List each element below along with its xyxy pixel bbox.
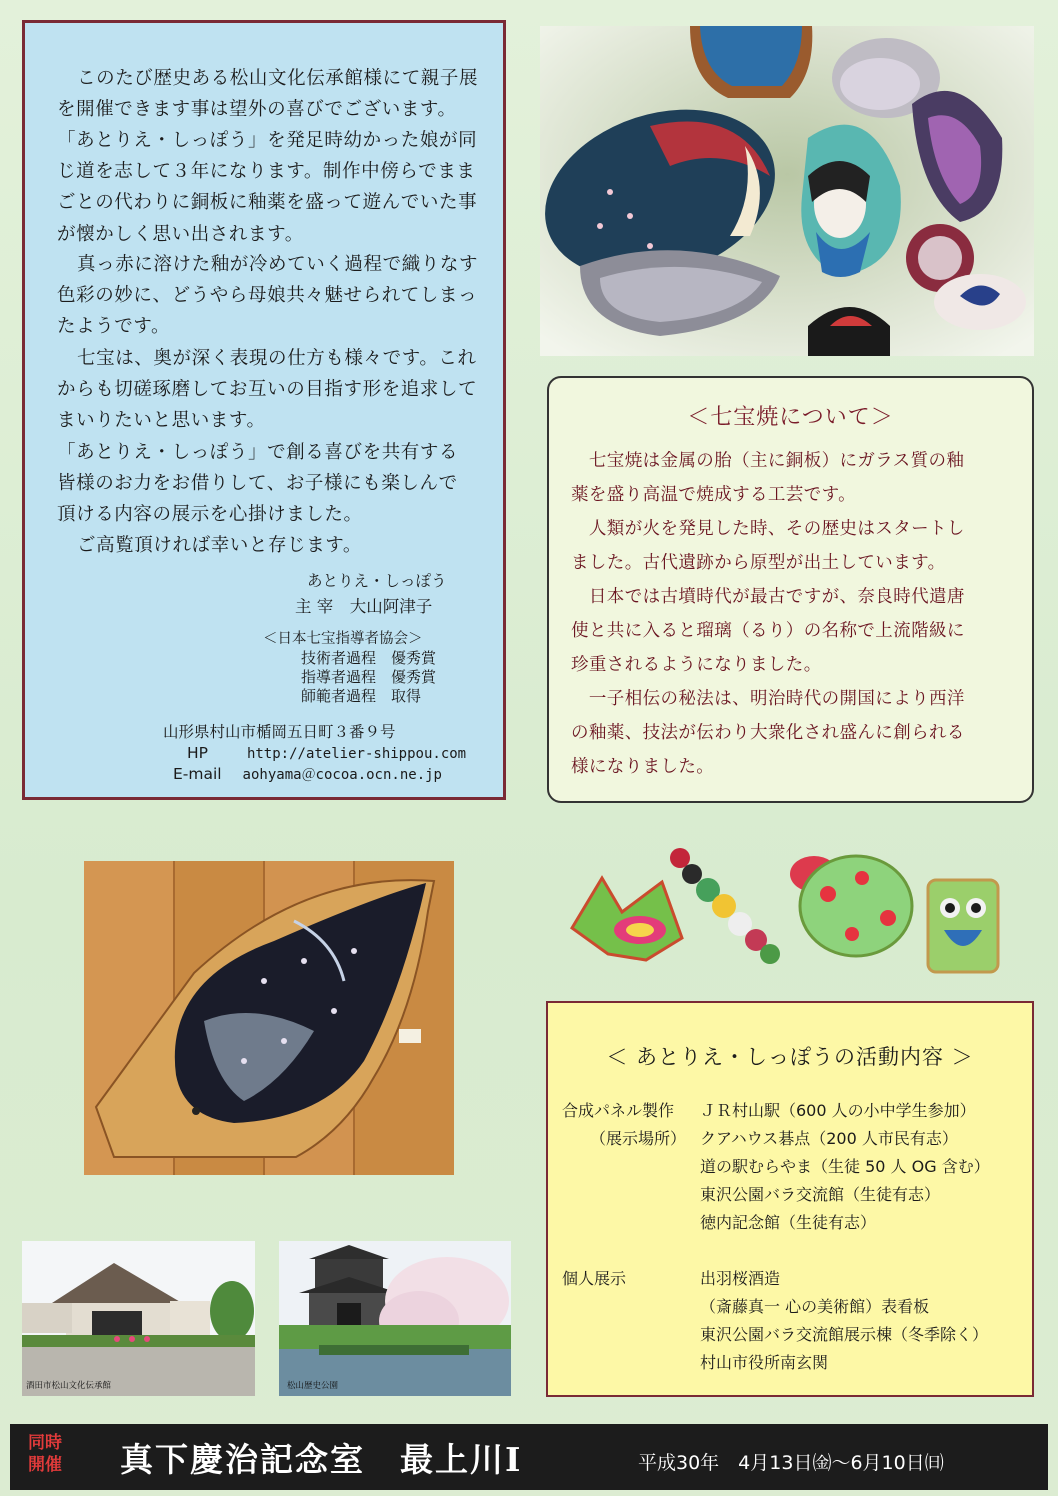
culture-hall-caption: 酒田市松山文化伝承館 [26, 1381, 112, 1391]
about-line: 使と共に入ると瑠璃（るり）の名称で上流階級に [571, 621, 965, 641]
concurrent-exhibition-banner [10, 1424, 1048, 1490]
email-address: aohyama＠cocoa.ocn.ne.jp [242, 767, 442, 783]
about-body [571, 444, 1021, 784]
personal-list [700, 1265, 988, 1377]
panel-item: 東沢公園バラ交流館（生徒有志） [700, 1185, 941, 1204]
personal-item: 出羽桜酒造 [700, 1269, 781, 1288]
qualification-item: 技術者過程 優秀賞 [301, 649, 437, 667]
about-line: 人類が火を発見した時、その歴史はスタートし [571, 519, 965, 539]
panel-sublabel: （展示場所） [590, 1129, 687, 1148]
concurrent-tag [28, 1432, 62, 1476]
personal-item: 東沢公園バラ交流館展示棟（冬季除く） [700, 1325, 989, 1344]
concurrent-tag-line: 開催 [28, 1455, 62, 1475]
panel-item: ＪＲ村山駅（600 人の小中学生参加） [700, 1101, 976, 1120]
about-line: 七宝焼は金属の胎（主に銅板）にガラス質の釉 [571, 451, 965, 471]
qualification-item: 指導者過程 優秀賞 [301, 668, 437, 686]
association-name: ＜日本七宝指導者協会＞ [263, 631, 423, 647]
culture-hall-illustration [22, 1241, 255, 1396]
panel-list [700, 1097, 990, 1237]
greeting-line: ご高覧頂ければ幸いと存じます。 [77, 535, 363, 556]
greeting-line: 色彩の妙に、どうやら母娘共々魅せられてしまっ [57, 285, 478, 307]
exhibition-title: 真下慶治記念室 最上川Ⅰ [120, 1440, 523, 1479]
park-photo [279, 1241, 511, 1396]
exhibition-dates: 平成30年 4月13日㈮～6月10日㈰ [638, 1452, 944, 1474]
greeting-line: からも切磋琢磨してお互いの目指す形を追求して [57, 379, 478, 401]
greeting-line: たようです。 [57, 316, 171, 338]
accessories-illustration [552, 838, 1034, 988]
panel-item: クアハウス碁点（200 人市民有志） [700, 1129, 958, 1148]
studio-name: あとりえ・しっぽう [307, 572, 447, 590]
enamel-works-photo [540, 26, 1034, 356]
about-shippoyaki-box [547, 376, 1034, 803]
greeting-letter-box [22, 20, 506, 800]
about-line: 一子相伝の秘法は、明治時代の開国により西洋 [571, 689, 965, 709]
email-label: E-mail [173, 765, 222, 783]
personal-item: （斎藤真一 心の美術館）表看板 [700, 1297, 930, 1316]
activities-box [546, 1001, 1034, 1397]
signature [295, 597, 432, 617]
email [173, 764, 442, 785]
greeting-line: 頂ける内容の展示を心掛けました。 [57, 504, 363, 526]
greeting-line: 皆様のお力をお借りして、お子様にも楽しんで [57, 473, 458, 495]
signature-name: 大山阿津子 [349, 597, 433, 616]
greeting-line: を開催できます事は望外の喜びでございます。 [57, 99, 457, 121]
greeting-line: じ道を志して３年になります。制作中傍らでまま [57, 161, 476, 183]
enamel-works-illustration [540, 26, 1034, 356]
about-line: の釉薬、技法が伝わり大衆化され盛んに創られる [571, 723, 965, 743]
about-line: 珍重されるようになりました。 [571, 655, 822, 675]
leaf-panel-photo [84, 861, 454, 1175]
panel-item: 徳内記念館（生徒有志） [700, 1213, 877, 1232]
homepage-label: HP [187, 744, 209, 762]
concurrent-tag-line: 同時 [28, 1433, 62, 1453]
greeting-line: まいりたいと思います。 [57, 410, 266, 432]
personal-item: 村山市役所南玄関 [700, 1353, 829, 1372]
culture-hall-photo [22, 1241, 255, 1396]
greeting-line: ごとの代わりに銅板に釉薬を盛って遊んでいた事 [57, 192, 478, 214]
personal-label: 個人展示 [562, 1269, 627, 1288]
park-illustration [279, 1241, 511, 1396]
leaf-panel-illustration [84, 861, 454, 1175]
about-line: ました。古代遺跡から原型が出土しています。 [571, 553, 946, 573]
panel-label: 合成パネル製作 [562, 1101, 675, 1120]
greeting-line: 真っ赤に溶けた釉が冷めていく過程で織りなす [77, 254, 479, 275]
signature-role: 主 宰 [295, 597, 334, 616]
greeting-line: 七宝は、奥が深く表現の仕方も様々です。これ [77, 348, 477, 369]
greeting-line: が懐かしく思い出されます。 [57, 223, 304, 245]
qualification-list [301, 649, 436, 706]
about-line: 日本では古墳時代が最古ですが、奈良時代遣唐 [571, 587, 965, 607]
about-title: ＜七宝焼について＞ [687, 405, 894, 430]
qualification-item: 師範者過程 取得 [301, 687, 422, 705]
accessories-photo [552, 838, 1034, 988]
about-line: 様になりました。 [571, 757, 715, 777]
activities-title: ＜ あとりえ・しっぽうの活動内容 ＞ [606, 1045, 974, 1069]
panel-item: 道の駅むらやま（生徒 50 人 OG 含む） [700, 1157, 990, 1176]
homepage-url: http://atelier-shippou.com [246, 746, 467, 762]
about-line: 薬を盛り高温で焼成する工芸です。 [571, 485, 856, 505]
greeting-line: このたび歴史ある松山文化伝承館様にて親子展 [77, 68, 479, 89]
homepage [187, 743, 466, 764]
greeting-line: 「あとりえ・しっぽう」を発足時幼かった娘が同 [57, 130, 478, 151]
park-caption: 松山歴史公園 [287, 1381, 339, 1391]
greeting-line: 「あとりえ・しっぽう」で創る喜びを共有する [57, 442, 459, 463]
address: 山形県村山市楯岡五日町３番９号 [163, 723, 396, 741]
